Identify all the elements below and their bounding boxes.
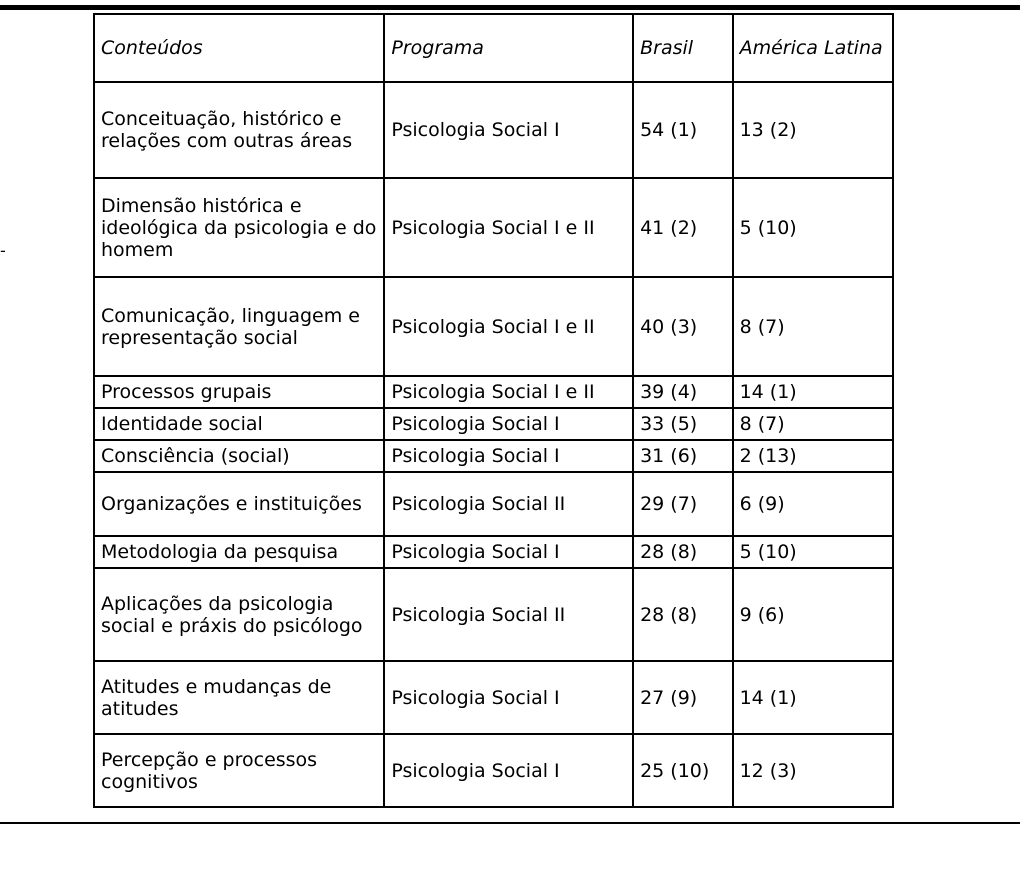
cell-programa: Psicologia Social II — [384, 472, 633, 536]
cell-programa: Psicologia Social I — [384, 440, 633, 472]
header-america-latina: América Latina — [733, 14, 893, 82]
cell-america-latina: 14 (1) — [733, 376, 893, 408]
cell-america-latina: 2 (13) — [733, 440, 893, 472]
table-row — [94, 536, 893, 568]
cell-programa: Psicologia Social I — [384, 408, 633, 440]
header-programa: Programa — [384, 14, 633, 82]
cell-america-latina: 6 (9) — [733, 472, 893, 536]
cell-america-latina: 5 (10) — [733, 178, 893, 277]
cell-brasil: 28 (8) — [633, 536, 732, 568]
cell-america-latina: 13 (2) — [733, 82, 893, 178]
cell-programa: Psicologia Social I e II — [384, 277, 633, 376]
cell-conteudos: Organizações e instituições — [94, 472, 384, 536]
cell-conteudos: Aplicações da psicologia social e práxis do psicólogo — [94, 568, 384, 661]
header-brasil: Brasil — [633, 14, 732, 82]
data-table — [93, 13, 894, 808]
cell-programa: Psicologia Social I e II — [384, 376, 633, 408]
cell-america-latina: 8 (7) — [733, 408, 893, 440]
cell-programa: Psicologia Social I — [384, 661, 633, 734]
cell-brasil: 33 (5) — [633, 408, 732, 440]
table-row — [94, 376, 893, 408]
cell-america-latina: 12 (3) — [733, 734, 893, 807]
cell-programa: Psicologia Social I — [384, 734, 633, 807]
cell-brasil: 31 (6) — [633, 440, 732, 472]
cell-programa: Psicologia Social I — [384, 536, 633, 568]
cell-conteudos: Metodologia da pesquisa — [94, 536, 384, 568]
cell-america-latina: 9 (6) — [733, 568, 893, 661]
table-row — [94, 178, 893, 277]
cell-brasil: 25 (10) — [633, 734, 732, 807]
table-row — [94, 568, 893, 661]
cell-conteudos: Consciência (social) — [94, 440, 384, 472]
cell-brasil: 41 (2) — [633, 178, 732, 277]
cell-conteudos: Processos grupais — [94, 376, 384, 408]
cell-conteudos: Atitudes e mudanças de atitudes — [94, 661, 384, 734]
cell-america-latina: 5 (10) — [733, 536, 893, 568]
cell-brasil: 27 (9) — [633, 661, 732, 734]
table-row — [94, 440, 893, 472]
cell-programa: Psicologia Social I — [384, 82, 633, 178]
header-row — [94, 14, 893, 82]
cell-brasil: 29 (7) — [633, 472, 732, 536]
top-rule — [0, 5, 1020, 10]
cell-conteudos: Identidade social — [94, 408, 384, 440]
margin-mark: ‐ — [0, 241, 6, 260]
table-row — [94, 408, 893, 440]
cell-conteudos: Percepção e processos cognitivos — [94, 734, 384, 807]
header-conteudos: Conteúdos — [94, 14, 384, 82]
table-row — [94, 277, 893, 376]
cell-america-latina: 8 (7) — [733, 277, 893, 376]
cell-conteudos: Dimensão histórica e ideológica da psicologia e do homem — [94, 178, 384, 277]
cell-brasil: 40 (3) — [633, 277, 732, 376]
cell-conteudos: Conceituação, histórico e relações com outras áreas — [94, 82, 384, 178]
cell-programa: Psicologia Social I e II — [384, 178, 633, 277]
table-row — [94, 472, 893, 536]
table-row — [94, 661, 893, 734]
cell-brasil: 28 (8) — [633, 568, 732, 661]
cell-america-latina: 14 (1) — [733, 661, 893, 734]
table-row — [94, 82, 893, 178]
cell-programa: Psicologia Social II — [384, 568, 633, 661]
table-row — [94, 734, 893, 807]
cell-brasil: 54 (1) — [633, 82, 732, 178]
bottom-rule — [0, 822, 1020, 824]
cell-conteudos: Comunicação, linguagem e representação social — [94, 277, 384, 376]
cell-brasil: 39 (4) — [633, 376, 732, 408]
